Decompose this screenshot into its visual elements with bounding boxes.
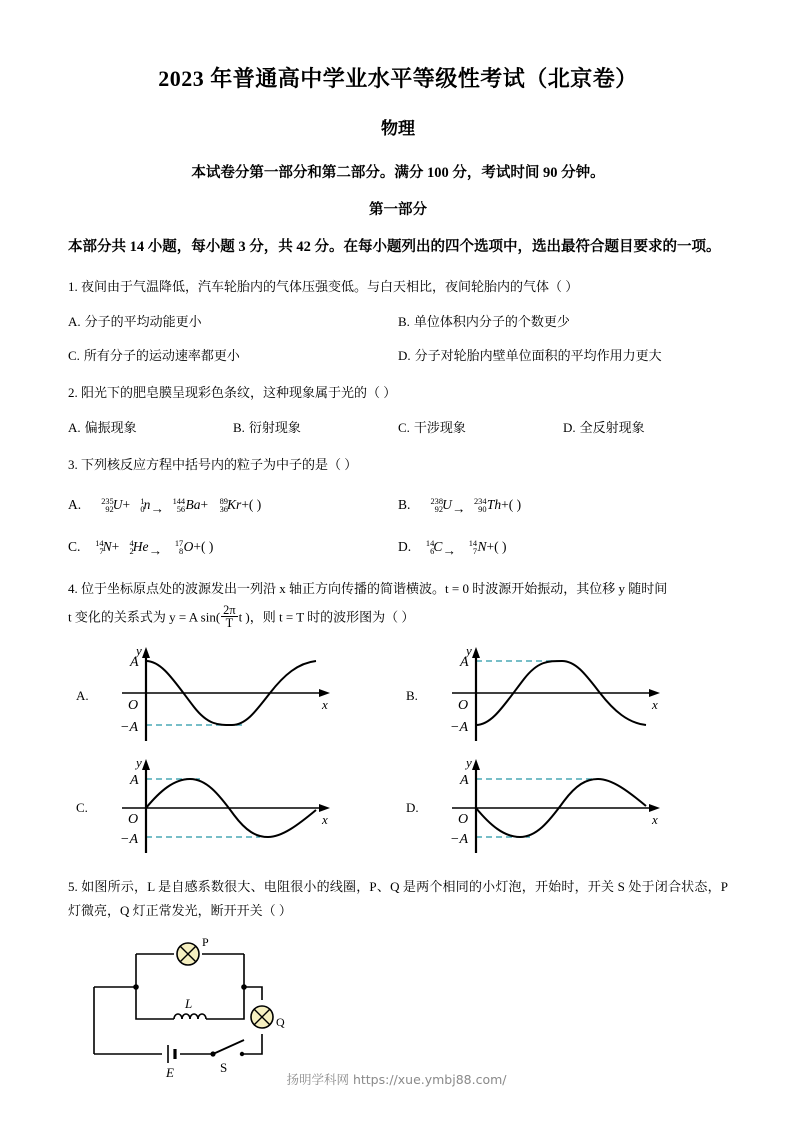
lamp-p-icon [177,943,199,965]
option-letter: C. [398,419,410,435]
option-text: 偏振现象 [84,419,137,435]
waveform-chart-a [94,641,384,749]
wire-right-vert-bottom [206,987,244,1019]
figure-a-label: A. [76,687,89,703]
element-symbol: U [112,496,123,512]
question-3-number: 3. [68,457,78,473]
option-text: 分子对轮胎内壁单位面积的平均作用力更大 [414,347,662,363]
x-axis-label-a: x [322,697,328,713]
origin-label-d: O [458,812,469,828]
element-symbol: C [433,538,443,554]
question-3-equations-row-2 [68,535,728,559]
option-letter: D. [398,347,411,363]
y-axis-arrow-a [142,647,150,658]
question-5-text: 如图所示，L 是自感系数很大、电阻很小的线圈，P、Q 是两个相同的小灯泡，开始时，开关 S 处于闭合状态，P 灯微亮，Q 灯正常发光，断开开关（ ） [68,879,729,918]
option-text: 单位体积内分子的个数更少 [413,313,570,329]
waveform-chart-d [424,753,714,861]
question-3-option-b[interactable] [398,493,728,517]
arrow-to-ba144: → 144 56 [150,496,186,517]
question-2-option-b[interactable] [233,416,398,439]
option-text: 干涉现象 [413,419,466,435]
question-2-option-a[interactable] [68,416,233,439]
question-2-number: 2. [68,385,78,401]
option-text: 衍射现象 [248,419,301,435]
junction-dot-left [133,984,139,990]
question-5-number: 5. [68,879,78,895]
figure-cell-c [68,753,398,861]
question-4-figure-grid [68,641,728,861]
element-symbol: U [442,496,452,512]
circuit-diagram [74,930,304,1081]
part-one-instruction: 本部分共 14 小题，每小题 3 分，共 42 分。在每小题列出的四个选项中，选出最符合题目要求的一项。 [68,239,721,256]
element-symbol: N [477,538,487,554]
question-1-option-d[interactable] [398,344,728,367]
x-axis-label-b: x [652,697,658,713]
fraction-2pi-over-T: $\frac{2\pi}{T}$ [223,602,236,631]
origin-label-b: O [458,698,469,714]
tick-label-pos-c: A [130,773,139,789]
y-axis-arrow-d [472,759,480,770]
question-1 [68,275,728,367]
origin-label-a: O [128,698,139,714]
lamp-p-label: P [202,935,209,950]
option-letter: A. [68,496,82,512]
question-4-text-part1: 位于坐标原点处的波源发出一列沿 x 轴正方向传播的简谐横波。t = 0 时波源开始振动，其位移 y 随时间 [81,581,668,597]
option-text: 分子的平均动能更小 [84,313,202,329]
option-letter: D. [398,538,412,554]
page-title: 2023 年普通高中学业水平等级性考试（北京卷） [158,66,638,91]
question-2-option-d[interactable] [563,416,728,439]
isotope-u238: 238 92 [430,496,443,515]
option-letter: A. [68,419,81,435]
question-2 [68,381,728,439]
lamp-q-label: Q [276,1015,285,1030]
battery-icon [168,1045,175,1063]
option-letter: B. [398,496,411,512]
option-letter: A. [68,313,81,329]
origin-label-c: O [128,812,139,828]
question-3-equations-row-1 [68,493,728,517]
y-axis-arrow-b [472,647,480,658]
question-1-stem [68,275,728,298]
question-3-text: 下列核反应方程中括号内的粒子为中子的是（ ） [81,457,358,473]
blank-paren: +( ) [486,538,507,554]
option-letter: B. [233,419,245,435]
question-3-stem [68,453,728,476]
switch-icon[interactable] [210,1040,244,1057]
inductor-icon [174,1014,206,1019]
op-plus: + [122,496,131,512]
waveform-chart-c [94,753,384,861]
question-4 [68,577,728,861]
op-plus: + [111,538,120,554]
option-text: 全反射现象 [579,419,645,435]
isotope-kr89: 89 36 [219,496,228,515]
figure-d-label: D. [406,799,419,815]
option-letter: C. [68,538,81,554]
question-4-number: 4. [68,581,78,597]
question-1-option-b[interactable] [398,310,728,333]
isotope-n14: 14 7 [95,538,104,557]
question-1-text: 夜间由于气温降低，汽车轮胎内的气体压强变低。与白天相比，夜间轮胎内的气体（ ） [81,279,579,295]
question-4-stem-line2 [68,602,728,632]
question-5-stem [68,875,728,922]
question-2-text: 阳光下的肥皂膜呈现彩色条纹，这种现象属于光的（ ） [81,385,397,401]
element-symbol: Ba [185,496,201,512]
tick-label-neg-d: −A [450,832,468,848]
y-axis-label-c: y [136,755,142,771]
wire-bottom-right [242,1034,262,1054]
y-axis-label-b: y [466,643,472,659]
element-symbol: n [143,496,151,512]
tick-label-pos-a: A [130,655,139,671]
figure-cell-d [398,753,728,861]
blank-paren: +( ) [501,496,522,512]
element-symbol: O [183,538,194,554]
question-3-option-a[interactable] [68,493,398,517]
x-axis-label-c: x [322,812,328,828]
question-3 [68,453,728,559]
isotope-c14: 14 6 [425,538,435,557]
y-axis-label-a: y [136,643,142,659]
option-letter: D. [563,419,576,435]
element-symbol: He [132,538,149,554]
option-letter: B. [398,313,410,329]
arrow-to-th234: → 234 90 [451,496,487,517]
blank-paren: +( ) [193,538,214,554]
x-axis-label-d: x [652,812,658,828]
lamp-q-icon [251,1006,273,1028]
question-2-stem [68,381,728,404]
waveform-chart-b [424,641,714,749]
switch-label: S [220,1060,228,1076]
figure-cell-b [398,641,728,749]
figure-row-top [68,641,728,749]
tick-label-neg-a: −A [120,720,138,736]
part-one-title: 第一部分 [369,202,427,219]
question-1-number: 1. [68,279,78,295]
exam-note: 本试卷分第一部分和第二部分。满分 100 分，考试时间 90 分钟。 [191,165,605,182]
battery-label: E [166,1065,174,1081]
isotope-he4: 4 2 [129,538,134,557]
isotope-u235: 235 92 [101,496,114,515]
wire-left-vert-bottom [136,987,174,1019]
junction-dot-right [241,984,247,990]
subject-title: 物理 [381,119,415,139]
question-4-text-part2b: t )，则 t = T 时的波形图为（ ） [238,608,415,624]
tick-label-neg-b: −A [450,720,468,736]
tick-label-pos-d: A [460,773,469,789]
question-2-options-row [68,416,728,439]
question-2-option-c[interactable] [398,416,563,439]
wire-node-right [244,987,262,1000]
op-plus: + [200,496,209,512]
element-symbol: N [102,538,112,554]
question-1-option-a[interactable] [68,310,398,333]
question-1-option-c[interactable] [68,344,398,367]
y-axis-arrow-c [142,759,150,770]
inductor-label: L [185,996,193,1012]
question-3-option-c[interactable] [68,535,398,559]
arrow-to-n14: → 14 7 [442,538,478,559]
x-axis-arrow-c [319,804,330,812]
x-axis-arrow-d [649,804,660,812]
question-4-text-part2a: t 变化的关系式为 y = A sin( [68,608,221,624]
figure-b-label: B. [406,687,418,703]
question-4-stem-line1 [68,577,728,600]
question-3-option-d[interactable] [398,535,728,559]
arrow-to-o17: → 17 8 [148,538,184,559]
x-axis-arrow-b [649,689,660,697]
tick-label-pos-b: A [460,655,469,671]
isotope-n1: 1 0 [140,496,145,515]
question-1-options-row-1 [68,310,728,333]
figure-row-bottom [68,753,728,861]
element-symbol: Kr [227,496,242,512]
tick-label-neg-c: −A [120,832,138,848]
blank-paren: +( ) [241,496,262,512]
question-1-options-row-2 [68,344,728,367]
footer-watermark: 扬明学科网 https://xue.ymbj88.com/ [286,1072,507,1087]
x-axis-arrow-a [319,689,330,697]
option-letter: C. [68,347,80,363]
element-symbol: Th [486,496,502,512]
figure-c-label: C. [76,799,88,815]
figure-cell-a [68,641,398,749]
option-text: 所有分子的运动速率都更小 [83,347,240,363]
y-axis-label-d: y [466,755,472,771]
